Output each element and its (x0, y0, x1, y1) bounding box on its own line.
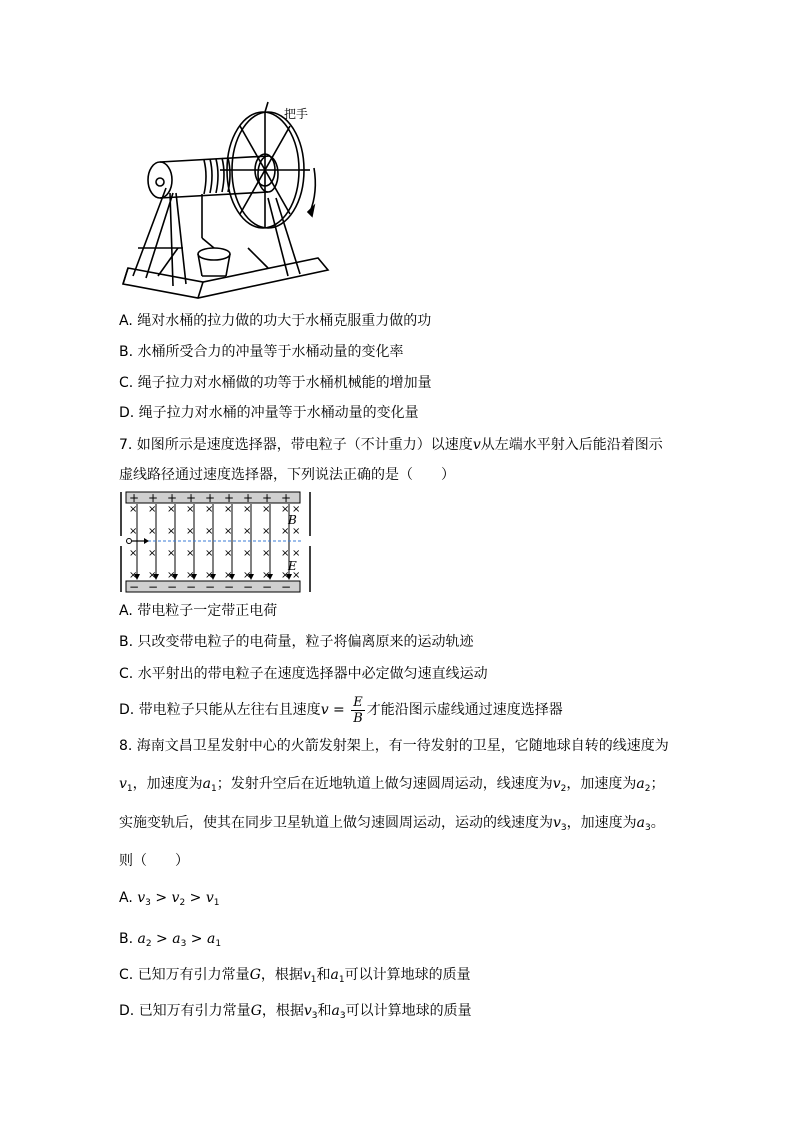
magnetic-cross: × (262, 504, 271, 515)
minus-sign: − (281, 580, 292, 594)
magnetic-cross: × (205, 526, 214, 537)
plus-sign: + (205, 491, 216, 505)
plus-sign: + (167, 491, 178, 505)
q8-stem-line4: 则（ ） (119, 853, 189, 869)
magnetic-cross: × (292, 526, 301, 537)
handle-label: 把手 (284, 107, 309, 121)
particle (127, 539, 132, 544)
minus-sign: − (205, 580, 216, 594)
magnetic-cross: × (167, 570, 176, 581)
magnetic-cross: × (224, 570, 233, 581)
q7-option-a[interactable]: A. 带电粒子一定带正电荷 (119, 603, 278, 619)
magnetic-cross: × (224, 548, 233, 559)
magnetic-cross: × (148, 504, 157, 515)
magnetic-cross: × (205, 570, 214, 581)
magnetic-cross: × (167, 548, 176, 559)
magnetic-cross: × (224, 526, 233, 537)
e-over-b-fraction: $\frac{E}{B}$ (353, 694, 363, 726)
q7-stem-line1: 7. 如图所示是速度选择器，带电粒子（不计重力）以速度v从左端水平射入后能沿着图示 (119, 437, 663, 453)
plus-sign: + (224, 491, 235, 505)
magnetic-cross: × (129, 526, 138, 537)
magnetic-cross: × (186, 570, 195, 581)
magnetic-cross: × (148, 548, 157, 559)
q6-option-b[interactable]: B. 水桶所受合力的冲量等于水桶动量的变化率 (119, 344, 404, 360)
magnetic-cross: × (281, 548, 290, 559)
velocity-arrowhead (144, 538, 149, 544)
magnetic-cross: × (167, 504, 176, 515)
q7-stem-line2: 虚线路径通过速度选择器，下列说法正确的是（ ） (119, 467, 455, 483)
magnetic-cross: × (262, 570, 271, 581)
plus-sign: + (281, 491, 292, 505)
minus-sign: − (129, 580, 140, 594)
magnetic-cross: × (243, 570, 252, 581)
q6-option-a[interactable]: A. 绳对水桶的拉力做的功大于水桶克服重力做的功 (119, 313, 432, 329)
e-label: E (288, 559, 297, 573)
q6-option-c[interactable]: C. 绳子拉力对水桶做的功等于水桶机械能的增加量 (119, 375, 432, 391)
q8-option-c[interactable]: C. 已知万有引力常量G，根据$v_1$和$a_1$可以计算地球的质量 (119, 967, 471, 985)
velocity-selector-figure (118, 490, 314, 595)
magnetic-cross: × (186, 504, 195, 515)
plus-sign: + (148, 491, 159, 505)
magnetic-cross: × (262, 526, 271, 537)
q8-option-a[interactable]: A. $v_3 > v_2 > v_1$ (119, 890, 220, 908)
q7-option-b[interactable]: B. 只改变带电粒子的电荷量，粒子将偏离原来的运动轨迹 (119, 634, 474, 650)
magnetic-cross: × (129, 504, 138, 515)
q8-stem-line1: 8. 海南文昌卫星发射中心的火箭发射架上，有一待发射的卫星，它随地球自转的线速度为 (119, 738, 669, 754)
minus-sign: − (186, 580, 197, 594)
minus-sign: − (262, 580, 273, 594)
b-label: B (288, 513, 297, 527)
plus-sign: + (262, 491, 273, 505)
magnetic-cross: × (281, 504, 290, 515)
magnetic-cross: × (205, 504, 214, 515)
q6-option-d[interactable]: D. 绳子拉力对水桶的冲量等于水桶动量的变化量 (119, 405, 419, 421)
q8-option-b[interactable]: B. $a_2 > a_3 > a_1$ (119, 931, 222, 949)
magnetic-cross: × (186, 548, 195, 559)
q8-stem-line3: 实施变轨后，使其在同步卫星轨道上做匀速圆周运动，运动的线速度为$v_3$，加速度为$a_3$。 (119, 815, 665, 833)
magnetic-cross: × (186, 526, 195, 537)
magnetic-cross: × (292, 548, 301, 559)
magnetic-cross: × (148, 570, 157, 581)
minus-sign: − (167, 580, 178, 594)
magnetic-cross: × (148, 526, 157, 537)
magnetic-cross: × (129, 570, 138, 581)
q7-option-c[interactable]: C. 水平射出的带电粒子在速度选择器中必定做匀速直线运动 (119, 666, 488, 682)
magnetic-cross: × (205, 548, 214, 559)
magnetic-cross: × (129, 548, 138, 559)
plus-sign: + (186, 491, 197, 505)
magnetic-cross: × (281, 526, 290, 537)
minus-sign: − (224, 580, 235, 594)
minus-sign: − (243, 580, 254, 594)
q8-option-d[interactable]: D. 已知万有引力常量G，根据$v_3$和$a_3$可以计算地球的质量 (119, 1003, 472, 1021)
magnetic-cross: × (262, 548, 271, 559)
magnetic-cross: × (292, 504, 301, 515)
magnetic-cross: × (243, 504, 252, 515)
magnetic-cross: × (224, 504, 233, 515)
magnetic-cross: × (243, 526, 252, 537)
magnetic-cross: × (292, 570, 301, 581)
plus-sign: + (243, 491, 254, 505)
windlass-figure (118, 98, 334, 302)
q7-option-d[interactable]: D. 带电粒子只能从左往右且速度v = $\frac{E}{B}$ 才能沿图示虚线通过速度选择器 (119, 694, 563, 726)
magnetic-cross: × (167, 526, 176, 537)
q8-stem-line2: $v_1$，加速度为$a_1$；发射升空后在近地轨道上做匀速圆周运动，线速度为$v_2$，加速度为$a_2$； (119, 776, 665, 794)
minus-sign: − (148, 580, 159, 594)
plus-sign: + (129, 491, 140, 505)
magnetic-cross: × (281, 570, 290, 581)
magnetic-cross: × (243, 548, 252, 559)
